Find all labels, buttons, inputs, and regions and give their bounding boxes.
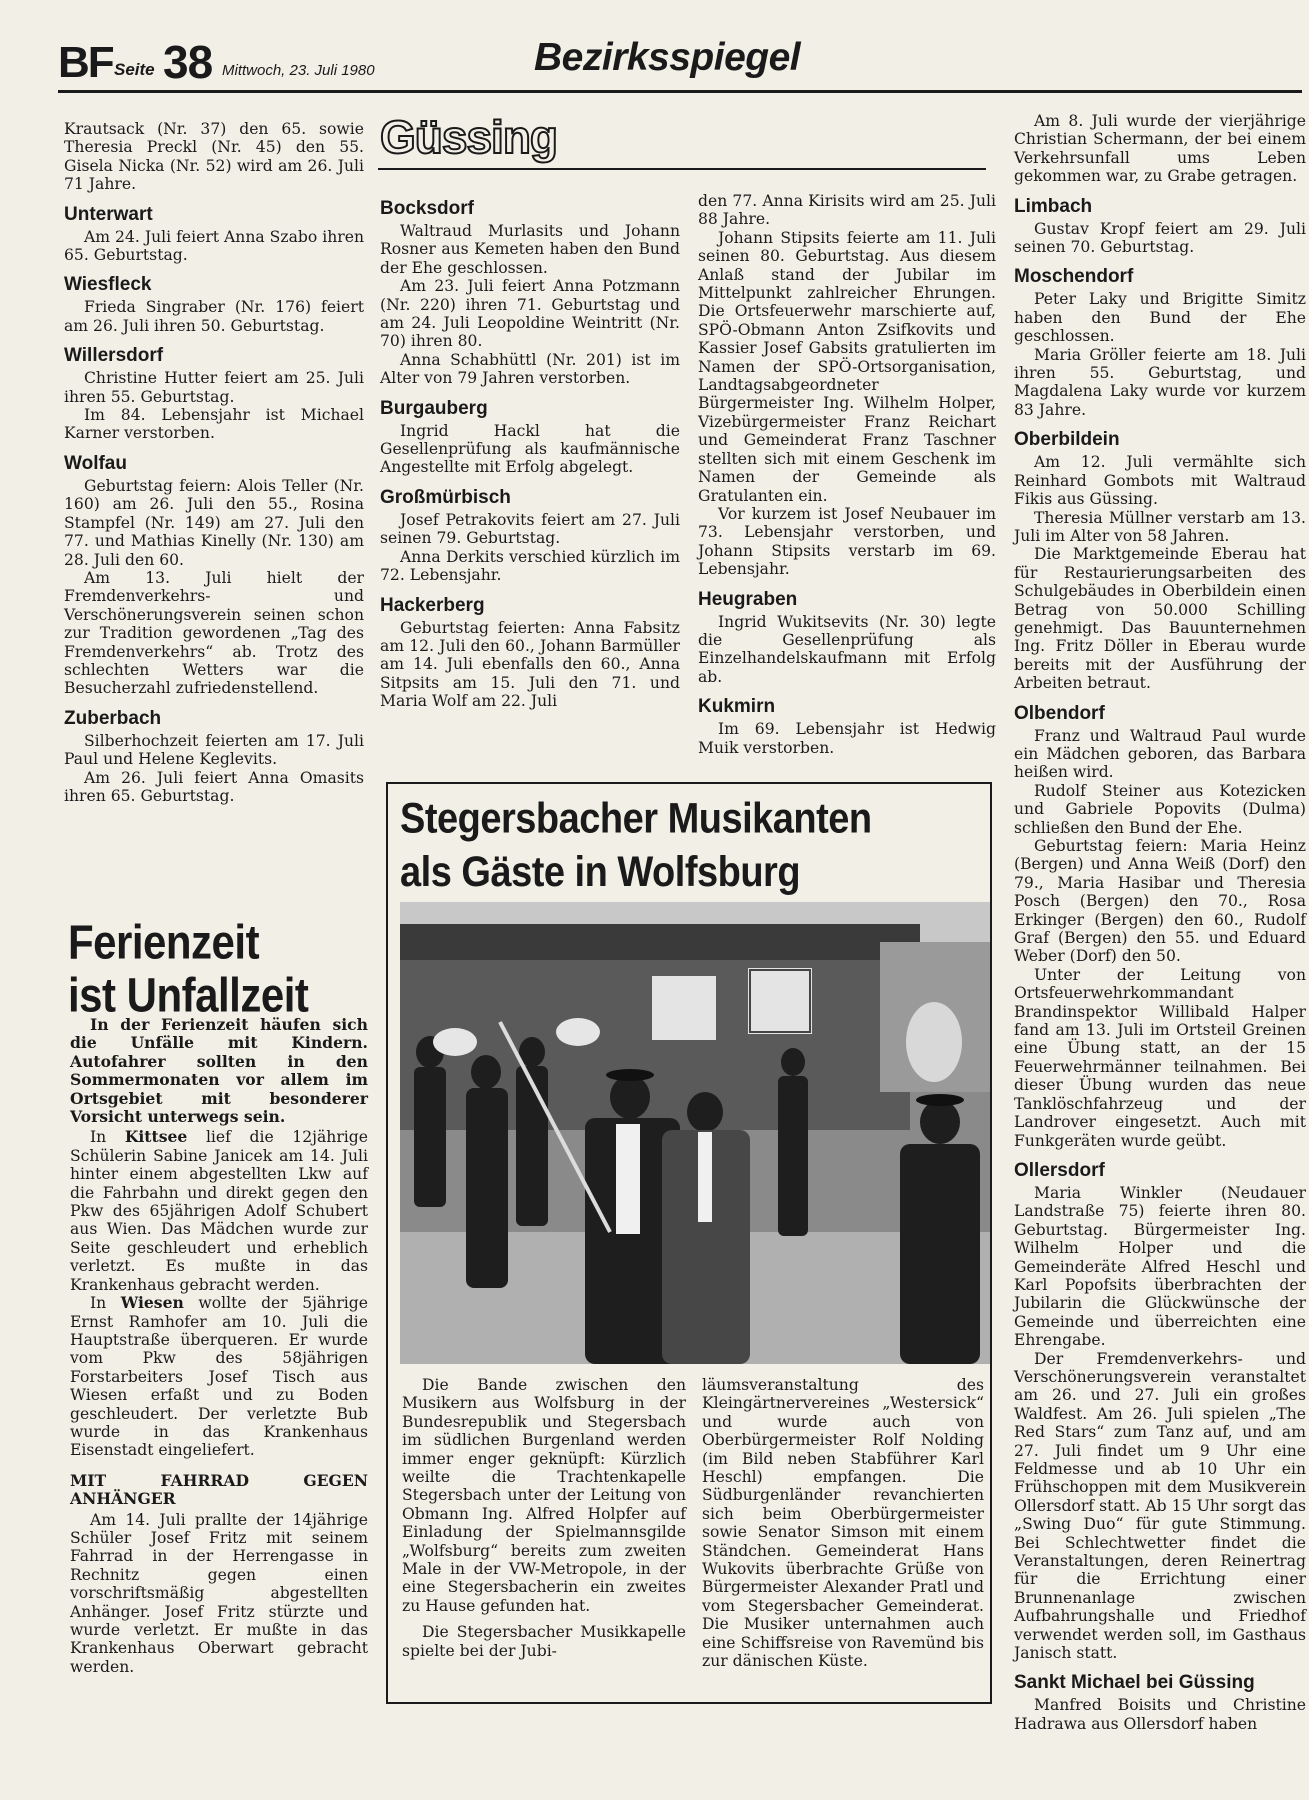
paragraph: Maria Gröller feierte am 18. Juli ihren 55. Geburtstag, und Magdalena Laky wurde vor kurzem 83 Jahre.	[1014, 345, 1306, 419]
paragraph: Christine Hutter feiert am 25. Juli ihren 55. Geburtstag.	[64, 369, 364, 406]
paragraph	[70, 1128, 368, 1294]
paragraph: Geburtstag feiern: Maria Heinz (Bergen) und Anna Weiß (Dorf) den 79., Maria Hasibar und Theresia Posch (Bergen) den 70., Rosa Erkinger (Bergen) den 60., Rudolf Graf (Bergen) den 55. und Eduard Weber (Dorf) den 50.	[1014, 837, 1306, 966]
stegersbach-headline-line1: Stegersbacher Musikanten	[400, 795, 872, 843]
heading-hackerberg: Hackerberg	[380, 594, 485, 616]
text: wollte der 5jährige Ernst Ramhofer am 10. Juli die Hauptstraße überqueren. Er wurde vom Pkw des 58jährigen Forstarbeiters Josef Tisch aus Wiesen erfaßt und zu Boden geschleudert. Der verletzte Bub wurde in das Krankenhaus Eisenstadt eingeliefert.	[70, 1294, 368, 1460]
paragraph: Waltraud Murlasits und Johann Rosner aus Kemeten haben den Bund der Ehe geschlossen.	[380, 222, 680, 277]
page-label: Seite	[114, 60, 155, 79]
paragraph: Josef Petrakovits feiert am 27. Juli seinen 79. Geburtstag.	[380, 510, 680, 548]
guessing-rule	[378, 168, 986, 170]
paragraph: Silberhochzeit feierten am 17. Juli Paul und Helene Keglevits.	[64, 731, 364, 769]
heading-bocksdorf: Bocksdorf	[380, 198, 474, 219]
paragraph: Vor kurzem ist Josef Neubauer im 73. Lebensjahr verstorben, und Johann Stipsits verstarb im 69. Lebensjahr.	[698, 504, 996, 579]
heading-heugraben: Heugraben	[698, 588, 798, 610]
paragraph: Am 24. Juli feiert Anna Szabo ihren 65. Geburtstag.	[64, 227, 364, 265]
section-title: Bezirksspiegel	[534, 36, 801, 79]
caption-left	[402, 1376, 686, 1660]
heading-ollersdorf: Ollersdorf	[1014, 1159, 1105, 1181]
continued-text: Krautsack (Nr. 37) den 65. sowie Theresia Preckl (Nr. 45) den 55. Gisela Nicka (Nr. 52) wird am 26. Juli 71 Jahre.	[64, 120, 364, 194]
heading-limbach: Limbach	[1014, 195, 1093, 217]
paragraph: Die Bande zwischen den Musikern aus Wolfsburg in der Bundesrepublik und Stegersbach im südlichen Burgenland werden immer enger geknüpft: Kürzlich weilte die Trachtenkapelle Stegersbach unter der Leitung von Obmann Ing. Alfred Holpfer auf Einladung der Spielmannsgilde „Wolfsburg“ bereits zum zweiten Male in der VW-Metropole, in der eine Stegersbacherin ein zweites zu Hause gefunden hat.	[402, 1376, 686, 1615]
paragraph: Am 14. Juli prallte der 14jährige Schüler Josef Fritz mit seinem Fahrrad in der Herrengasse in Rechnitz gegen einen vorschriftsmäßig abgestellten Anhänger. Josef Fritz stürzte und wurde verletzt. Er mußte in das Krankenhaus Oberwart gebracht werden.	[70, 1510, 368, 1676]
stegersbach-headline	[400, 792, 872, 900]
heading-burgauberg: Burgauberg	[380, 397, 488, 419]
heading-zuberbach: Zuberbach	[64, 707, 162, 729]
heading-olbendorf: Olbendorf	[1014, 702, 1105, 724]
text: In	[90, 1294, 107, 1313]
paragraph: Am 13. Juli hielt der Fremdenverkehrs- und Verschönerungsverein seinen schon zur Tradition gewordenen „Tag des Fremdenverkehrs“ ab. Trotz des schlechten Wetters war die Besucherzahl zufriedenstellend.	[64, 568, 364, 698]
paragraph: läumsveranstaltung des Kleingärtnervereines „Westersick“ und wurde auch von Oberbürgermeister Rolf Nolding (im Bild neben Stabführer Karl Heschl) empfangen. Die Südburgenländer revanchierten sich beim Oberbürgermeister sowie Senator Simson mit einem Ständchen. Gemeinderat Hans Wukovits überbrachte Grüße von Bürgermeister Alexander Pratl und vom Stegersbacher Gemeinderat. Die Musiker unternahmen auch eine Schiffsreise von Ravemünd bis zur dänischen Küste.	[702, 1376, 984, 1671]
paragraph: Gustav Kropf feiert am 29. Juli seinen 70. Geburtstag.	[1014, 219, 1306, 257]
ferien-article	[70, 1016, 368, 1676]
paragraph: Geburtstag feierten: Anna Fabsitz am 12. Juli den 60., Johann Barmüller am 14. Juli ebenfalls den 60., Anna Sitpsits am 15. Juli den 71. und Maria Wolf am 22. Juli	[380, 618, 680, 711]
text: In	[90, 1128, 107, 1147]
place-name: Wiesen	[120, 1293, 184, 1313]
column-5	[1014, 112, 1306, 1733]
ferien-lead: In der Ferienzeit häufen sich die Unfälle mit Kindern. Autofahrer sollten in den Sommermonaten vor allem im Ortsgebiet mit besonderer Vorsicht unterwegs sein.	[70, 1015, 368, 1127]
paragraph: Die Marktgemeinde Eberau hat für Restaurierungsarbeiten des Schulgebäudes in Oberbildein einen Betrag von 50.000 Schilling genehmigt. Das Bauunternehmen Ing. Fritz Döller in Eberau wurde bereits mit der Ausführung der Arbeiten betraut.	[1014, 545, 1306, 693]
heading-wolfau: Wolfau	[64, 452, 127, 474]
caption-right	[702, 1376, 984, 1671]
paragraph: Am 23. Juli feiert Anna Potzmann (Nr. 220) ihren 71. Geburtstag und am 24. Juli Leopoldine Weintritt (Nr. 70) ihren 80.	[380, 277, 680, 351]
heading-kukmirn: Kukmirn	[698, 696, 776, 718]
ferien-subheading: MIT FAHRRAD GEGEN ANHÄNGER	[70, 1470, 368, 1509]
heading-grossmuerbisch: Großmürbisch	[380, 486, 511, 508]
paragraph: Rudolf Steiner aus Kotezicken und Gabriele Popovits (Dulma) schließen den Bund der Ehe.	[1014, 781, 1306, 837]
paragraph: Am 26. Juli feiert Anna Omasits ihren 65. Geburtstag.	[64, 768, 364, 805]
ferien-headline-line2: ist Unfallzeit	[68, 967, 309, 1022]
heading-oberbildein: Oberbildein	[1014, 429, 1120, 451]
column-1	[64, 120, 364, 805]
paragraph: Manfred Boisits und Christine Hadrawa aus Ollersdorf haben	[1014, 1696, 1306, 1733]
paragraph: Frieda Singraber (Nr. 176) feiert am 26. Juli ihren 50. Geburtstag.	[64, 298, 364, 335]
heading-sankt-michael: Sankt Michael bei Güssing	[1014, 1672, 1255, 1694]
column-2	[380, 198, 680, 711]
paragraph: Im 84. Lebensjahr ist Michael Karner verstorben.	[64, 406, 364, 443]
paragraph: Franz und Waltraud Paul wurde ein Mädchen geboren, das Barbara heißen wird.	[1014, 726, 1306, 782]
stegersbach-headline-line2: als Gäste in Wolfsburg	[400, 849, 801, 897]
header-rule	[58, 90, 1302, 93]
column-3	[698, 192, 996, 757]
paragraph: Geburtstag feiern: Alois Teller (Nr. 160) am 26. Juli den 55., Rosina Stampfel (Nr. 149) am 27. Juli den 77. und Mathias Kinelly (Nr. 130) am 28. Juli den 60.	[64, 476, 364, 569]
paragraph: Am 8. Juli wurde der vierjährige Christian Schermann, der bei einem Verkehrsunfall ums Leben gekommen war, zu Grabe getragen.	[1014, 112, 1306, 186]
paragraph	[70, 1294, 368, 1460]
page-number: 38	[163, 36, 213, 88]
paragraph: Die Stegersbacher Musikkapelle spielte bei der Jubi-	[402, 1623, 686, 1660]
text: lief die 12jährige Schülerin Sabine Janicek am 14. Juli hinter einem abgestellten Lkw auf die Fahrbahn und direkt gegen den Pkw des 65jährigen Adolf Schubert aus Wien. Das Mädchen wurde zur Seite geschleudert und erheblich verletzt. Es mußte in das Krankenhaus gebracht werden.	[70, 1128, 368, 1294]
paragraph: Johann Stipsits feierte am 11. Juli seinen 80. Geburtstag. Aus diesem Anlaß stand der Jubilar im Mittelpunkt zahlreicher Ehrungen. Die Ortsfeuerwehr marschierte auf, SPÖ-Obmann Anton Zsifkovits und Kassier Josef Gabsits gratulierten im Namen der SPÖ-Ortsorganisation, Landtagsabgeordneter Bürgermeister Ing. Wilhelm Holper, Vizebürgermeister Franz Reichart und Gemeinderat Franz Taschner stellten sich mit einem Geschenk im Namen der Gemeinde als Gratulanten ein.	[698, 228, 996, 505]
masthead-logo: BF	[58, 38, 113, 87]
issue-date: Mittwoch, 23. Juli 1980	[222, 62, 375, 79]
paragraph: Unter der Leitung von Ortsfeuerwehrkommandant Brandinspektor Willibald Halper fand am 13. Juli im Ortsteil Greinen eine Übung statt, an der 15 Feuerwehrmänner teilnahmen. Bei dieser Übung wurden das neue Tanklöschfahrzeug und der Landrover eingesetzt. Auch mit Funkgeräten wurde geübt.	[1014, 965, 1306, 1150]
paragraph: Ingrid Wukitsevits (Nr. 30) legte die Gesellenprüfung als Einzelhandelskaufmann mit Erfolg ab.	[698, 612, 996, 686]
paragraph: Peter Laky und Brigitte Simitz haben den Bund der Ehe geschlossen.	[1014, 290, 1306, 346]
paragraph: Ingrid Hackl hat die Gesellenprüfung als kaufmännische Angestellte mit Erfolg abgelegt.	[380, 421, 680, 477]
heading-moschendorf: Moschendorf	[1014, 266, 1134, 288]
paragraph: Anna Derkits verschied kürzlich im 72. Lebensjahr.	[380, 547, 680, 585]
paragraph: Im 69. Lebensjahr ist Hedwig Muik verstorben.	[698, 720, 996, 757]
guessing-banner: Güssing	[380, 111, 558, 163]
ferien-headline-line1: Ferienzeit	[68, 914, 260, 969]
paragraph: Anna Schabhüttl (Nr. 201) ist im Alter von 79 Jahren verstorben.	[380, 350, 680, 388]
heading-unterwart: Unterwart	[64, 203, 153, 225]
paragraph: Maria Winkler (Neudauer Landstraße 75) feierte ihren 80. Geburtstag. Bürgermeister Ing. Wilhelm Holper und die Gemeinderäte Alfred Heschl und Karl Popofsits überbrachten der Jubilarin die Glückwünsche der Gemeinde und überreichten eine Ehrengabe.	[1014, 1183, 1306, 1350]
band-photo	[400, 902, 990, 1364]
place-name: Kittsee	[124, 1127, 188, 1147]
heading-willersdorf: Willersdorf	[64, 345, 164, 367]
band-photo-illustration	[400, 902, 990, 1364]
paragraph: Der Fremdenverkehrs- und Verschönerungsverein veranstaltet am 26. und 27. Juli ein großes Waldfest. Am 26. Juli spielen „The Red Stars“ zum Tanz auf, und am 27. Juli findet um 9 Uhr eine Feldmesse und ab 10 Uhr ein Frühschoppen mit dem Musikverein Ollersdorf statt. Ab 15 Uhr sorgt das „Swing Duo“ für gute Stimmung. Bei Schlechtwetter findet die Veranstaltungen, deren Reinertrag für die Errichtung einer Brunnenanlage zwischen Aufbahrungshalle und Friedhof verwendet werden soll, im Gasthaus Janisch statt.	[1014, 1349, 1306, 1663]
paragraph: Am 12. Juli vermählte sich Reinhard Gombots mit Waltraud Fikis aus Güssing.	[1014, 453, 1306, 509]
ferien-headline	[68, 916, 308, 1022]
continued-text: den 77. Anna Kirisits wird am 25. Juli 88 Jahre.	[698, 192, 996, 229]
heading-wiesfleck: Wiesfleck	[64, 274, 152, 296]
paragraph: Theresia Müllner verstarb am 13. Juli im Alter von 58 Jahren.	[1014, 508, 1306, 545]
